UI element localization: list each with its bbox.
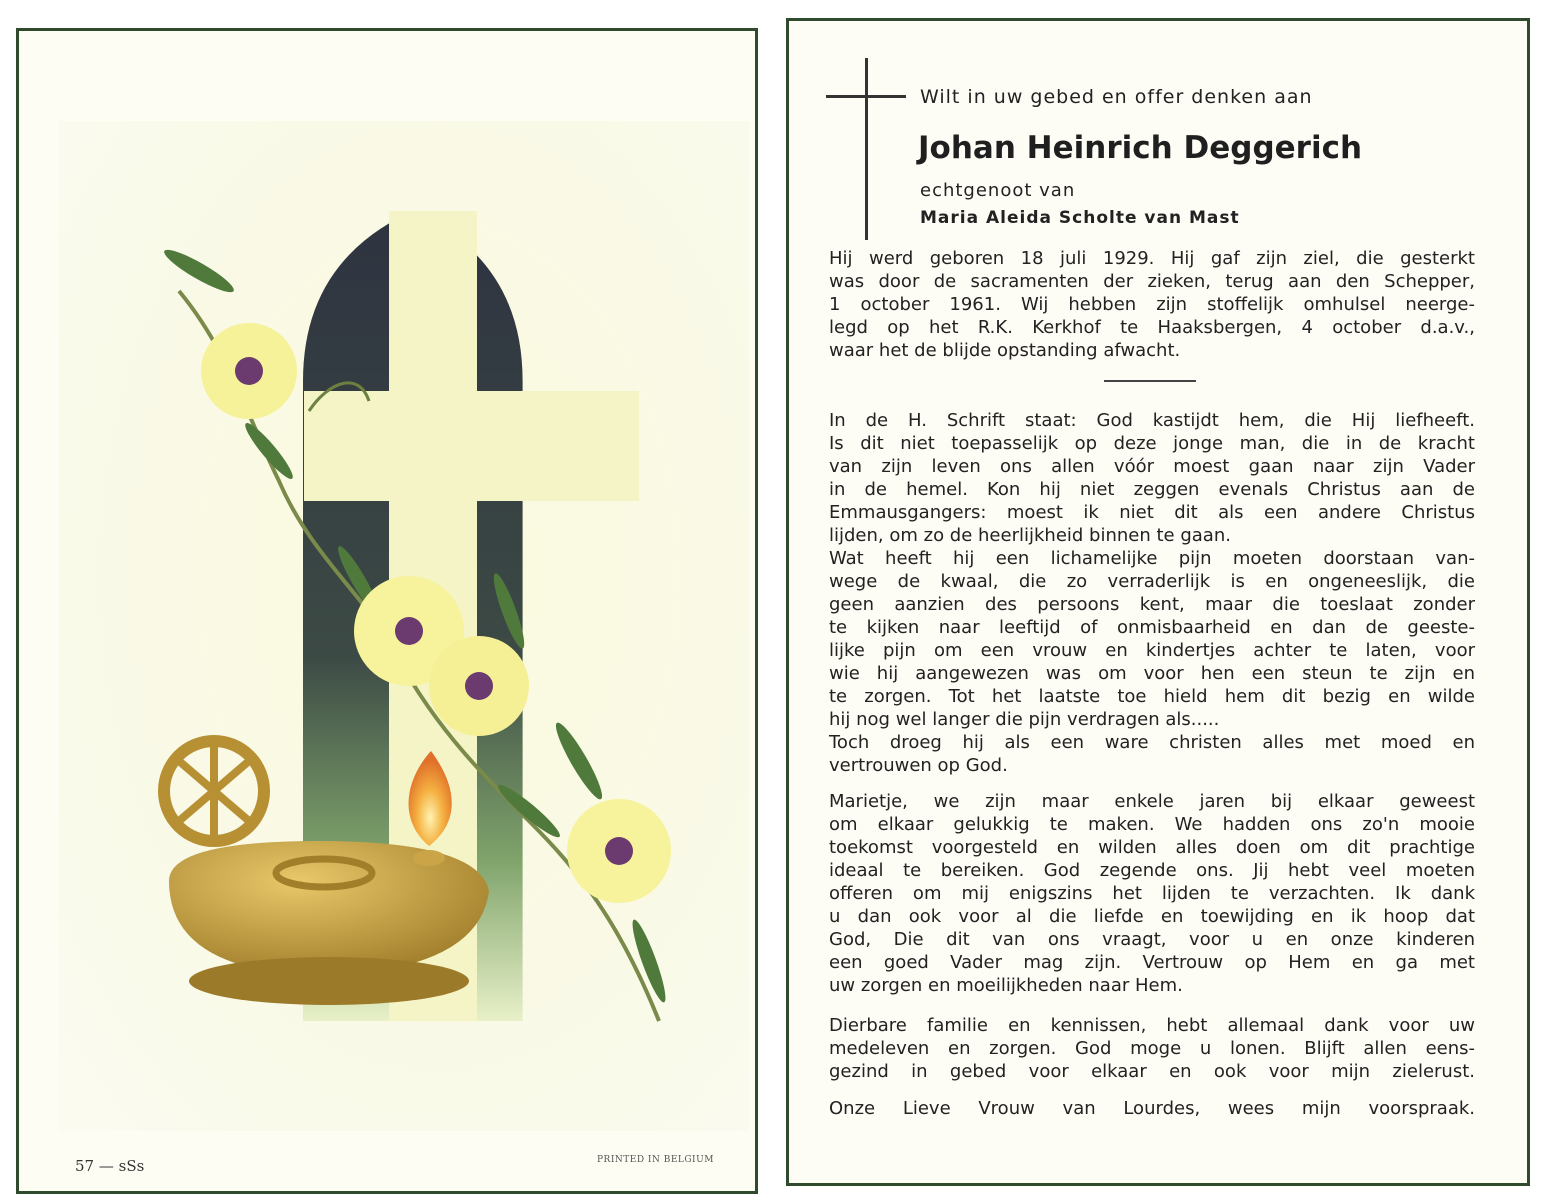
text-line: offeren om mij enigszins het lijden te verzachten. Ik dank (829, 883, 1475, 904)
cross-icon (865, 58, 868, 240)
text-line: om elkaar gelukkig te maken. We hadden ons zo'n mooie (829, 814, 1475, 835)
text-line: toekomst voorgesteld en wilden alles doen om dit prachtige (829, 837, 1475, 858)
text-line: waar het de blijde opstanding afwacht. (829, 340, 1181, 361)
spouse-label: echtgenoot van (920, 180, 1076, 201)
text-line: God, Die dit van ons vraagt, voor u en onze kinderen (829, 929, 1475, 950)
message-to-wife-paragraph (829, 790, 1475, 997)
deceased-name: Johan Heinrich Deggerich (918, 130, 1363, 166)
text-line: een goed Vader mag zijn. Vertrouw op Hem en ga met (829, 952, 1475, 973)
illustration-svg (59, 121, 749, 1131)
thanks-paragraph (829, 1014, 1475, 1083)
text-line: te kijken naar leeftijd of onmisbaarheid en dan de geeste- (829, 617, 1475, 638)
text-line: Dierbare familie en kennissen, hebt allemaal dank voor uw (829, 1015, 1475, 1036)
text-line: vertrouwen op God. (829, 755, 1008, 776)
text-line: lijden, om zo de heerlijkheid binnen te gaan. (829, 525, 1231, 546)
text-line: te zorgen. Tot het laatste toe hield hem dit bezig en wilde (829, 686, 1475, 707)
text-line: Is dit niet toepasselijk op deze jonge man, die in de kracht (829, 433, 1475, 454)
biography-paragraph (829, 247, 1475, 362)
text-line: Hij werd geboren 18 juli 1929. Hij gaf zijn ziel, die gesterkt (829, 248, 1475, 269)
text-line: Toch droeg hij als een ware christen alles met moed en (829, 732, 1475, 753)
text-line: Onze Lieve Vrouw van Lourdes, wees mijn voorspraak. (829, 1098, 1475, 1119)
text-line: hij nog wel langer die pijn verdragen als..... (829, 709, 1220, 730)
text-line: ideaal te bereiken. God zegende ons. Jij hebt veel moeten (829, 860, 1475, 881)
devotional-illustration (59, 121, 749, 1131)
text-line: medeleven en zorgen. God moge u lonen. Blijft allen eens- (829, 1038, 1475, 1059)
text-line: gezind in gebed voor elkaar en ook voor mijn zielerust. (829, 1061, 1475, 1082)
text-line: geen aanzien des persoons kent, maar die toeslaat zonder (829, 594, 1475, 615)
text-line: wie hij aangewezen was om voor hen een steun te zijn en (829, 663, 1475, 684)
printed-in-note: PRINTED IN BELGIUM (597, 1155, 714, 1165)
text-line: in de hemel. Kon hij niet zeggen evenals Christus aan de (829, 479, 1475, 500)
text-line: 1 october 1961. Wij hebben zijn stoffelijk omhulsel neerge- (829, 294, 1475, 315)
closing-prayer (829, 1097, 1475, 1120)
text-line: was door de sacramenten der zieken, terug aan den Schepper, (829, 271, 1475, 292)
reflection-paragraph (829, 409, 1475, 777)
intro-line: Wilt in uw gebed en offer denken aan (920, 86, 1313, 108)
text-line: uw zorgen en moeilijkheden naar Hem. (829, 975, 1183, 996)
card-number: 57 — sSs (75, 1157, 145, 1175)
text-line: lijke pijn om een vrouw en kindertjes achter te laten, voor (829, 640, 1475, 661)
text-line: In de H. Schrift staat: God kastijdt hem, die Hij liefheeft. (829, 410, 1475, 431)
text-line: legd op het R.K. Kerkhof te Haaksbergen, 4 october d.a.v., (829, 317, 1475, 338)
text-line: Emmausgangers: moest ik niet dit als een andere Christus (829, 502, 1475, 523)
left-card-front (16, 28, 758, 1194)
cross-icon-arm (826, 95, 906, 98)
section-divider (1104, 380, 1196, 382)
text-line: u dan ook voor al die liefde en toewijding en ik hoop dat (829, 906, 1475, 927)
cross-horizontal-beam (304, 391, 639, 501)
text-line: Wat heeft hij een lichamelijke pijn moeten doorstaan van- (829, 548, 1475, 569)
text-line: van zijn leven ons allen vóór moest gaan naar zijn Vader (829, 456, 1475, 477)
text-line: wege de kwaal, die zo verraderlijk is en ongeneeslijk, die (829, 571, 1475, 592)
spouse-name: Maria Aleida Scholte van Mast (920, 208, 1240, 228)
text-line: Marietje, we zijn maar enkele jaren bij elkaar geweest (829, 791, 1475, 812)
